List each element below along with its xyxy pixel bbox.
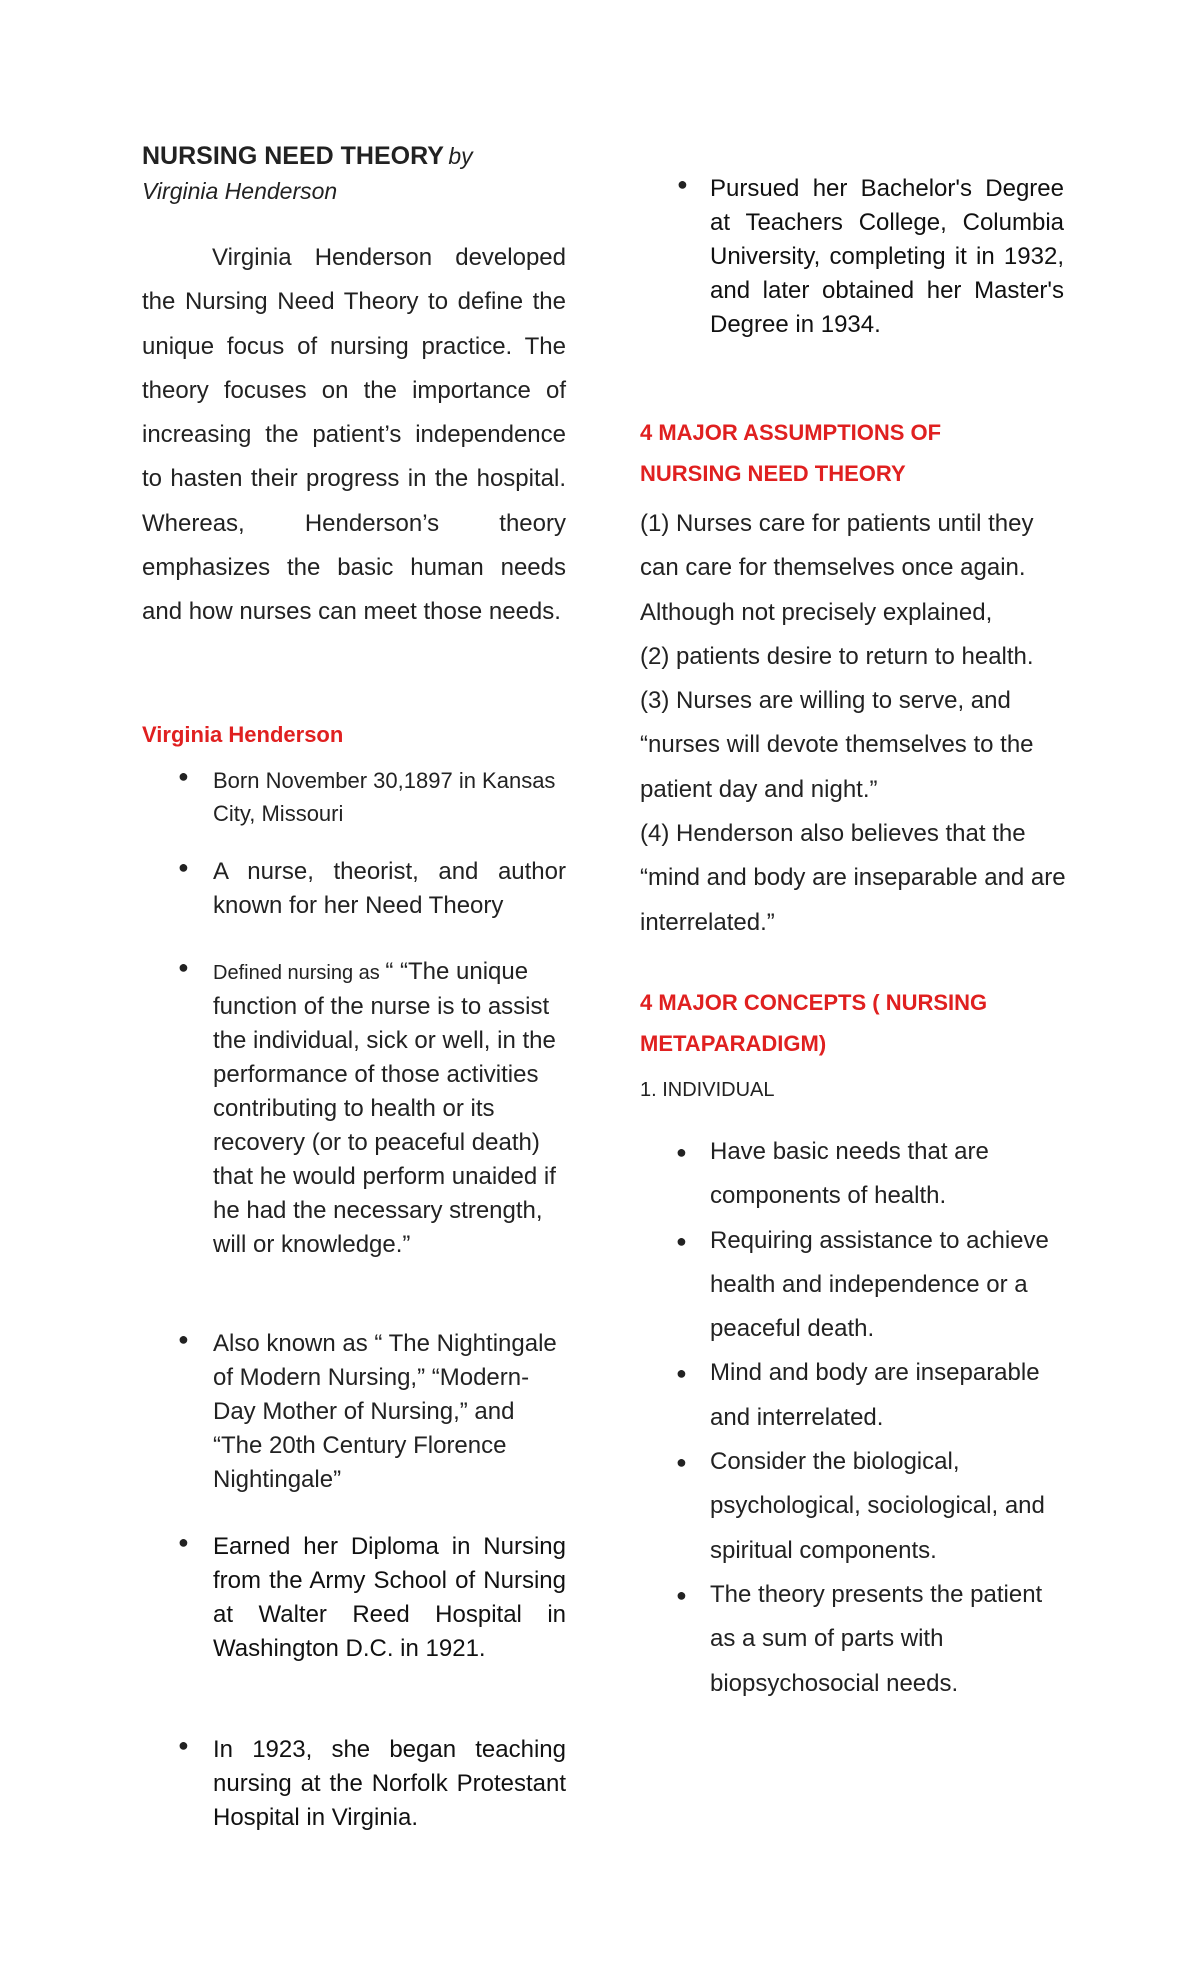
defined-text <box>213 955 566 1262</box>
concept-item <box>640 1130 1070 1219</box>
intro-paragraph: Virginia Henderson developed the Nursing Need Theory to define the unique focus of nursing practice. The theory focuses on the importance of increasing the patient’s independence to hasten their progress in the hospital. Whereas, Henderson’s theory emphasizes the basic human needs and how nurses can meet those needs. <box>142 244 566 626</box>
bullet-icon: ● <box>178 1735 189 1755</box>
assumption-item: (1) Nurses care for patients until they can care for themselves once again. Although not precisely explained, <box>640 510 1034 626</box>
concepts-list <box>640 1130 1070 1706</box>
document-title <box>142 142 566 171</box>
bullet-icon: ● <box>677 174 688 194</box>
bullet-icon: ● <box>178 1329 189 1349</box>
bullet-icon: ● <box>178 857 189 877</box>
list-item-teaching <box>142 1733 566 1835</box>
concept-item <box>640 1573 1070 1706</box>
concepts-heading <box>640 982 987 1064</box>
bullet-icon: ● <box>178 766 189 786</box>
individual-subheading: 1. INDIVIDUAL <box>640 1079 775 1101</box>
bullet-icon: ● <box>676 1452 687 1473</box>
assumptions-heading-line1: 4 MAJOR ASSUMPTIONS OF <box>640 420 942 445</box>
concept-item <box>640 1351 1070 1440</box>
bullet-icon: ● <box>676 1363 687 1384</box>
teaching-text: In 1923, she began teaching nursing at the Norfolk Protestant Hospital in Virginia. <box>213 1736 566 1831</box>
concepts-heading-line1: 4 MAJOR CONCEPTS ( NURSING <box>640 990 988 1015</box>
concept-text: The theory presents the patient as a sum of parts with biopsychosocial needs. <box>710 1580 1043 1697</box>
assumptions-heading-line2: NURSING NEED THEORY <box>640 461 906 486</box>
bullet-icon: ● <box>178 957 189 977</box>
concept-text: Mind and body are inseparable and interrelated. <box>710 1359 1040 1431</box>
bullet-icon: ● <box>676 1584 687 1605</box>
assumption-item: (3) Nurses are willing to serve, and “nurses will devote themselves to the patient day and night.” <box>640 687 1034 803</box>
list-item-defined <box>142 955 566 1262</box>
assumptions-heading <box>640 412 941 494</box>
bullet-icon: ● <box>676 1142 687 1162</box>
list-item-known-as <box>142 1327 566 1497</box>
title-author: Virginia Henderson <box>142 178 338 204</box>
list-item-nurse <box>142 855 566 923</box>
list-item-born <box>142 764 566 830</box>
bachelor-text: Pursued her Bachelor's Degree at Teachers College, Columbia University, completing it in 1932, and later obtained her Master's Degree in 1934. <box>710 175 1064 338</box>
concept-text: Have basic needs that are components of health. <box>710 1138 989 1210</box>
list-item-bachelor <box>640 172 1064 342</box>
defined-prefix: Defined nursing as <box>213 962 386 984</box>
concept-item <box>640 1440 1070 1573</box>
list-item-diploma <box>142 1530 566 1666</box>
title-main: NURSING NEED THEORY <box>142 142 444 170</box>
known-as-text: Also known as “ The Nightingale of Modern Nursing,” “Modern-Day Mother of Nursing,” and “The 20th Century Florence Nightingale” <box>213 1330 557 1493</box>
diploma-text: Earned her Diploma in Nursing from the Army School of Nursing at Walter Reed Hospital in Washington D.C. in 1921. <box>213 1533 566 1662</box>
concept-text: Consider the biological, psychological, sociological, and spiritual components. <box>710 1448 1045 1564</box>
assumption-item: (4) Henderson also believes that the “mind and body are inseparable and are interrelated.” <box>640 820 1066 936</box>
title-by: by <box>448 143 473 169</box>
defined-quote: “ “The unique function of the nurse is to assist the individual, sick or well, in the performance of those activities contributing to health or its recovery (or to peaceful death) that he would perform unaided if he had the necessary strength, will or knowledge.” <box>213 958 556 1258</box>
born-text: Born November 30,1897 in Kansas City, Missouri <box>213 768 556 826</box>
assumption-item: (2) patients desire to return to health. <box>640 642 1034 670</box>
concept-item <box>640 1219 1070 1352</box>
bullet-icon: ● <box>676 1230 687 1251</box>
virginia-heading: Virginia Henderson <box>142 722 344 747</box>
assumptions-list <box>640 502 1070 945</box>
bullet-icon: ● <box>178 1532 189 1552</box>
concept-text: Requiring assistance to achieve health and independence or a peaceful death. <box>710 1226 1049 1343</box>
concepts-heading-line2: METAPARADIGM) <box>640 1031 827 1056</box>
nurse-text: A nurse, theorist, and author known for her Need Theory <box>213 858 566 919</box>
